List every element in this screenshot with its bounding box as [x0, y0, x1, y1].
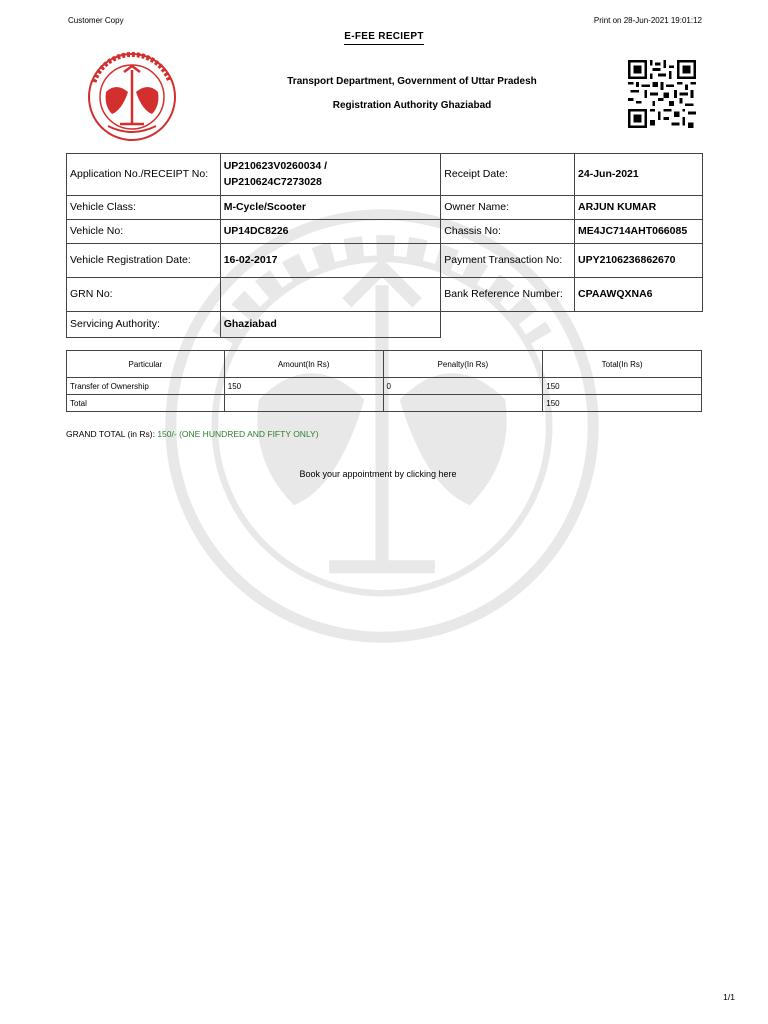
- authority-name: Registration Authority Ghaziabad: [332, 100, 492, 111]
- column-header-total: Total(In Rs): [543, 351, 702, 378]
- table-row: [67, 312, 703, 338]
- particular-cell: Total: [67, 395, 225, 412]
- table-row: [67, 220, 703, 244]
- grand-total-value: 150/- (ONE HUNDRED AND FIFTY ONLY): [157, 429, 319, 439]
- page-title: [0, 31, 768, 42]
- application-no-label: Application No./RECEIPT No:: [67, 154, 221, 196]
- bank-reference-value: CPAAWQXNA6: [575, 278, 703, 312]
- table-row: [67, 278, 703, 312]
- servicing-authority-value: Ghaziabad: [220, 312, 441, 338]
- receipt-details-table: [66, 153, 703, 338]
- application-no-line-2: UP210624C7273028: [223, 175, 322, 188]
- owner-name-label: Owner Name:: [441, 196, 575, 220]
- servicing-authority-label: Servicing Authority:: [67, 312, 221, 338]
- fee-table: [66, 350, 702, 412]
- penalty-cell: 0: [383, 378, 543, 395]
- penalty-cell: [383, 395, 543, 412]
- bank-reference-label: Bank Reference Number:: [441, 278, 575, 312]
- column-header-amount: Amount(In Rs): [224, 351, 383, 378]
- particular-cell: Transfer of Ownership: [67, 378, 225, 395]
- column-header-particular: Particular: [67, 351, 225, 378]
- up-government-emblem-icon: [82, 52, 182, 142]
- receipt-date-value: 24-Jun-2021: [575, 154, 703, 196]
- grn-no-value: [220, 278, 441, 312]
- amount-cell: [224, 395, 383, 412]
- grand-total: [66, 429, 319, 439]
- qr-code-icon: [628, 60, 696, 128]
- chassis-no-value: ME4JC714AHT066085: [575, 220, 703, 244]
- receipt-date-label: Receipt Date:: [441, 154, 575, 196]
- receipt-title: E-FEE RECIEPT: [344, 31, 423, 45]
- vehicle-class-value: M-Cycle/Scooter: [220, 196, 441, 220]
- table-row: [67, 395, 702, 412]
- owner-name-value: ARJUN KUMAR: [575, 196, 703, 220]
- total-cell: 150: [543, 395, 702, 412]
- table-row: [67, 378, 702, 395]
- vehicle-class-label: Vehicle Class:: [67, 196, 221, 220]
- table-header-row: [67, 351, 702, 378]
- book-appointment-link[interactable]: Book your appointment by clicking here: [299, 469, 457, 479]
- customer-copy-label: Customer Copy: [68, 16, 124, 25]
- table-row: [67, 244, 703, 278]
- payment-transaction-value: UPY2106236862670: [575, 244, 703, 278]
- grn-no-label: GRN No:: [67, 278, 221, 312]
- column-header-penalty: Penalty(In Rs): [383, 351, 543, 378]
- vehicle-no-value: UP14DC8226: [220, 220, 441, 244]
- department-name: Transport Department, Government of Uttar Pradesh: [287, 76, 537, 87]
- vehicle-no-label: Vehicle No:: [67, 220, 221, 244]
- page-number: 1/1: [723, 992, 735, 1002]
- print-timestamp: Print on 28-Jun-2021 19:01:12: [593, 16, 702, 25]
- table-row: [67, 196, 703, 220]
- total-cell: 150: [543, 378, 702, 395]
- payment-transaction-label: Payment Transaction No:: [441, 244, 575, 278]
- table-row: [67, 154, 703, 196]
- registration-date-value: 16-02-2017: [220, 244, 441, 278]
- chassis-no-label: Chassis No:: [441, 220, 575, 244]
- amount-cell: 150: [224, 378, 383, 395]
- grand-total-label: GRAND TOTAL (in Rs):: [66, 429, 155, 439]
- application-no-value: [220, 154, 441, 196]
- registration-date-label: Vehicle Registration Date:: [67, 244, 221, 278]
- application-no-line-1: UP210623V0260034 /: [223, 160, 328, 173]
